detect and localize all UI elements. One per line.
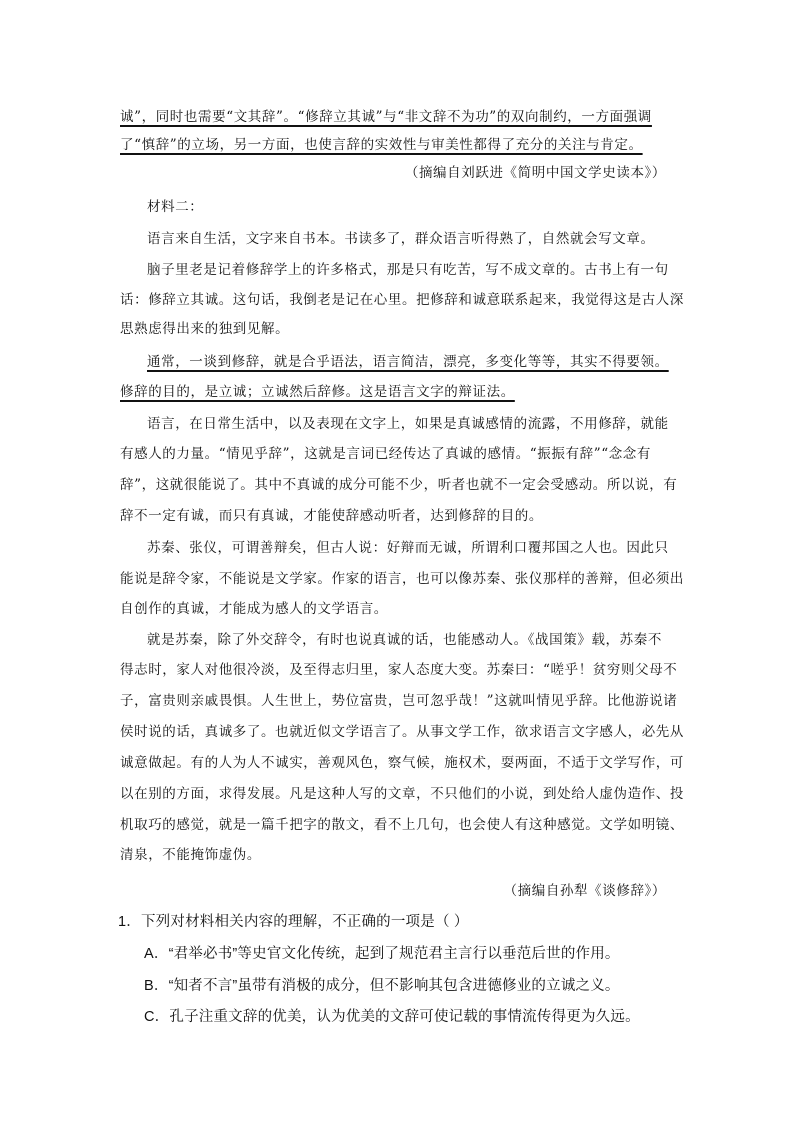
- material1-line: 了“慎辞”的立场，另一方面，也使言辞的实效性与审美性都得了充分的关注与肯定。: [120, 137, 643, 153]
- material2-line: 语言，在日常生活中，以及表现在文字上，如果是真诚感情的流露，不用修辞，就能: [147, 416, 669, 432]
- material2-line: 思熟虑得出来的独到见解。: [120, 321, 290, 337]
- material2-line: 辞”，这就很能说了。其中不真诚的成分可能不少，听者也就不一定会受感动。所以说，有: [120, 477, 678, 493]
- material2-source: （摘编自孙犁《谈修辞》）: [503, 883, 666, 899]
- material2-line: 子，富贵则亲戚畏惧。人生世上，势位富贵，岂可忽乎哉！”这就叫情见乎辞。比他游说诸: [120, 693, 678, 709]
- material2-line: 机取巧的感觉，就是一篇千把字的散文，看不上几句，也会使人有这种感觉。文学如明镜、: [120, 817, 684, 833]
- material2-line: 自创作的真诚，才能成为感人的文学语言。: [120, 601, 388, 617]
- material2-heading: 材料二：: [147, 199, 204, 215]
- material2-line: 语言来自生活，文字来自书本。书读多了，群众语言听得熟了，自然就会写文章。: [147, 231, 655, 247]
- material1-source: （摘编自刘跃进《简明中国文学史读本》）: [404, 165, 666, 181]
- question1-option-c: C．孔子注重文辞的优美，认为优美的文辞可使记载的事情流传得更为久远。: [144, 1009, 640, 1025]
- material2-line: 话：修辞立其诚。这句话，我倒老是记在心里。把修辞和诚意联系起来，我觉得这是古人深: [120, 292, 684, 308]
- material2-underlined-line: 通常，一谈到修辞，就是合乎语法，语言简洁，漂亮，多变化等等，其实不得要领。: [147, 354, 669, 370]
- material2-line: 得志时，家人对他很冷淡，及至得志归里，家人态度大变。苏秦曰：“嗟乎！贫穷则父母不: [120, 662, 678, 678]
- material2-line: 侯时说的话，真诚多了。也就近似文学语言了。从事文学工作，欲求语言文字感人，必先从: [120, 724, 684, 740]
- material2-underlined-line: 修辞的目的，是立诚；立诚然后辞修。这是语言文字的辩证法。: [120, 384, 515, 400]
- question1-option-b: B．“知者不言”虽带有消极的成分，但不影响其包含进德修业的立诚之义。: [144, 978, 620, 994]
- material2-line: 能说是辞令家，不能说是文学家。作家的语言，也可以像苏秦、张仪那样的善辩，但必须出: [120, 571, 684, 587]
- material2-line: 就是苏秦，除了外交辞令，有时也说真诚的话，也能感动人。《战国策》载，苏秦不: [147, 632, 662, 648]
- question1-option-a: A．“君举必书”等史官文化传统，起到了规范君主言行以垂范后世的作用。: [144, 946, 620, 962]
- material2-line: 以在别的方面，求得发展。凡是这种人写的文章，不只他们的小说，到处给人虚伪造作、投: [120, 786, 684, 802]
- material2-line: 有感人的力量。“情见乎辞”，这就是言词已经传达了真诚的感情。“振振有辞”“念念有: [120, 446, 652, 462]
- question1-stem: 1．下列对材料相关内容的理解，不正确的一项是（ ）: [118, 914, 469, 930]
- material2-line: 诚意做起。有的人为人不诚实，善观风色，察气候，施权术，耍两面，不适于文学写作，可: [120, 755, 684, 771]
- material1-line: 诚”，同时也需要“文其辞”。“修辞立其诚”与“非文辞不为功”的双向制约，一方面强调: [120, 109, 652, 125]
- material2-line: 脑子里老是记着修辞学上的许多格式，那是只有吃苦，写不成文章的。古书上有一句: [147, 262, 669, 278]
- material2-line: 清泉，不能掩饰虚伪。: [120, 847, 261, 863]
- material2-line: 辞不一定有诚，而只有真诚，才能使辞感动听者，达到修辞的目的。: [120, 508, 543, 524]
- material2-line: 苏秦、张仪，可谓善辩矣，但古人说：好辩而无诚，所谓利口覆邦国之人也。因此只: [147, 540, 669, 556]
